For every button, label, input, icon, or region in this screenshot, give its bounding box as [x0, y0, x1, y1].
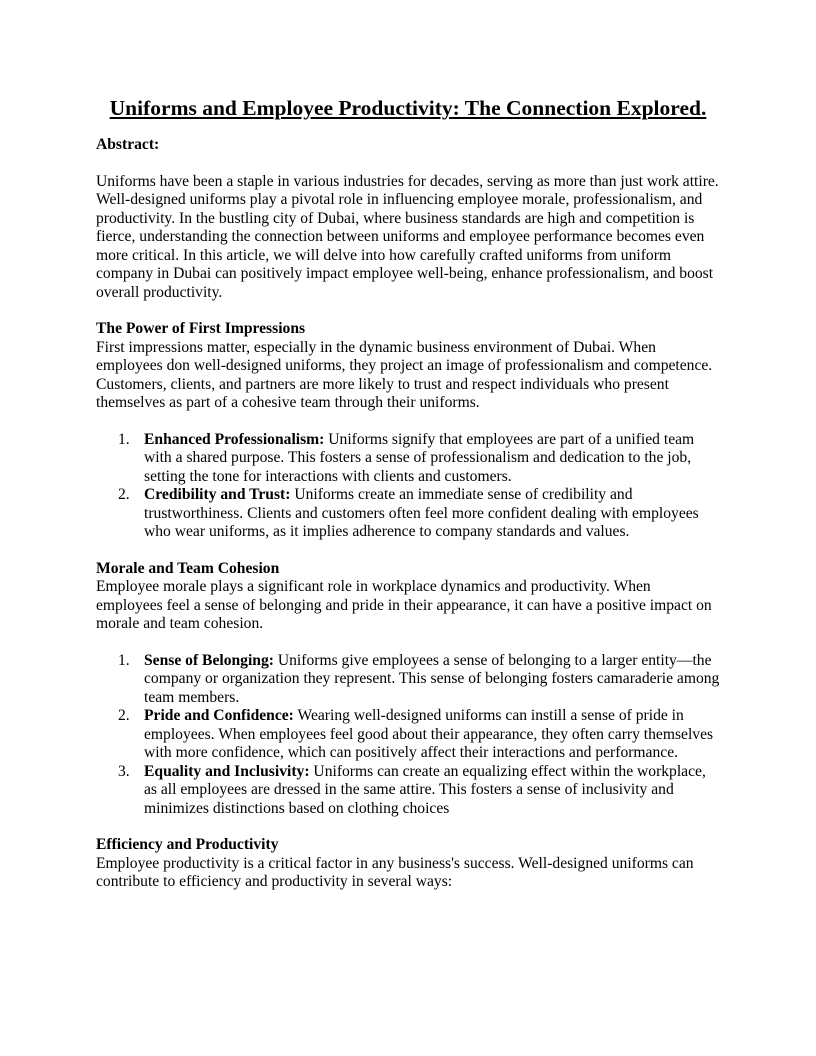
list-item-text: Uniforms signify that employees are part of a unified team with a shared purpose. This fosters a sense of professionalism and dedication to the job, setting the tone for interactions with clients and customers. [144, 430, 695, 485]
list-item [96, 431, 720, 487]
list-item [96, 763, 720, 819]
section-morale-team-cohesion [96, 560, 720, 819]
list-item-text: Uniforms give employees a sense of belonging to a larger entity—the company or organization they represent. This sense of belonging fosters camaraderie among team members. [144, 651, 720, 706]
section-heading: Efficiency and Productivity [96, 836, 279, 853]
section-heading: The Power of First Impressions [96, 320, 306, 337]
list-item-number: 3. [118, 762, 130, 780]
list-item [96, 486, 720, 542]
numbered-list [96, 652, 720, 819]
list-item-text: Wearing well-designed uniforms can instill a sense of pride in employees. When employees feel good about their appearance, they often carry themselves with more confidence, which can positively affect their interactions and performance. [144, 707, 714, 761]
abstract-label: Abstract: [96, 136, 160, 153]
list-item-term: Credibility and Trust: [144, 486, 291, 503]
abstract-paragraph: Uniforms have been a staple in various industries for decades, serving as more than just work attire. Well-designed uniforms play a pivotal role in influencing employee morale, professionalism, and productivity. In the bustling city of Dubai, where business standards are high and competition is fierce, understanding the connection between uniforms and employee performance becomes even more critical. In this article, we will delve into how carefully crafted uniforms from uniform company in Dubai can positively impact employee well-being, enhance professionalism, and boost overall productivity. [96, 172, 719, 301]
list-item-number: 1. [118, 430, 130, 448]
list-item-number: 2. [118, 486, 130, 503]
section-efficiency-productivity [96, 836, 720, 892]
section-first-impressions [96, 320, 720, 542]
list-item-term: Enhanced Professionalism: [144, 430, 325, 448]
list-item-number: 2. [118, 707, 130, 724]
section-intro: First impressions matter, especially in the dynamic business environment of Dubai. When employees don well-designed uniforms, they project an image of professionalism and competence. Customers, clients, and partners are more likely to trust and respect individuals who present themselves as part of a cohesive team through their uniforms. [96, 338, 713, 411]
list-item [96, 707, 720, 763]
document-page [96, 94, 720, 892]
list-item-term: Pride and Confidence: [144, 707, 294, 724]
numbered-list [96, 431, 720, 542]
list-item-number: 1. [118, 651, 130, 669]
list-item-term: Sense of Belonging: [144, 651, 274, 669]
document-title: Uniforms and Employee Productivity: The Connection Explored. [109, 96, 707, 120]
list-item-term: Equality and Inclusivity: [144, 762, 310, 780]
section-heading: Morale and Team Cohesion [96, 559, 280, 577]
list-item [96, 652, 720, 708]
list-item-text: Uniforms can create an equalizing effect within the workplace, as all employees are dressed in the same attire. This fosters a sense of inclusivity and minimizes distinctions based on clothing choices [144, 762, 706, 817]
section-intro: Employee morale plays a significant role in workplace dynamics and productivity. When employees feel a sense of belonging and pride in their appearance, it can have a positive impact on morale and team cohesion. [96, 578, 712, 632]
list-item-text: Uniforms create an immediate sense of credibility and trustworthiness. Clients and customers often feel more confident dealing with employees who wear uniforms, as it implies adherence to company standards and values. [144, 486, 699, 540]
section-intro: Employee productivity is a critical factor in any business's success. Well-designed uniforms can contribute to efficiency and productivity in several ways: [96, 854, 694, 890]
